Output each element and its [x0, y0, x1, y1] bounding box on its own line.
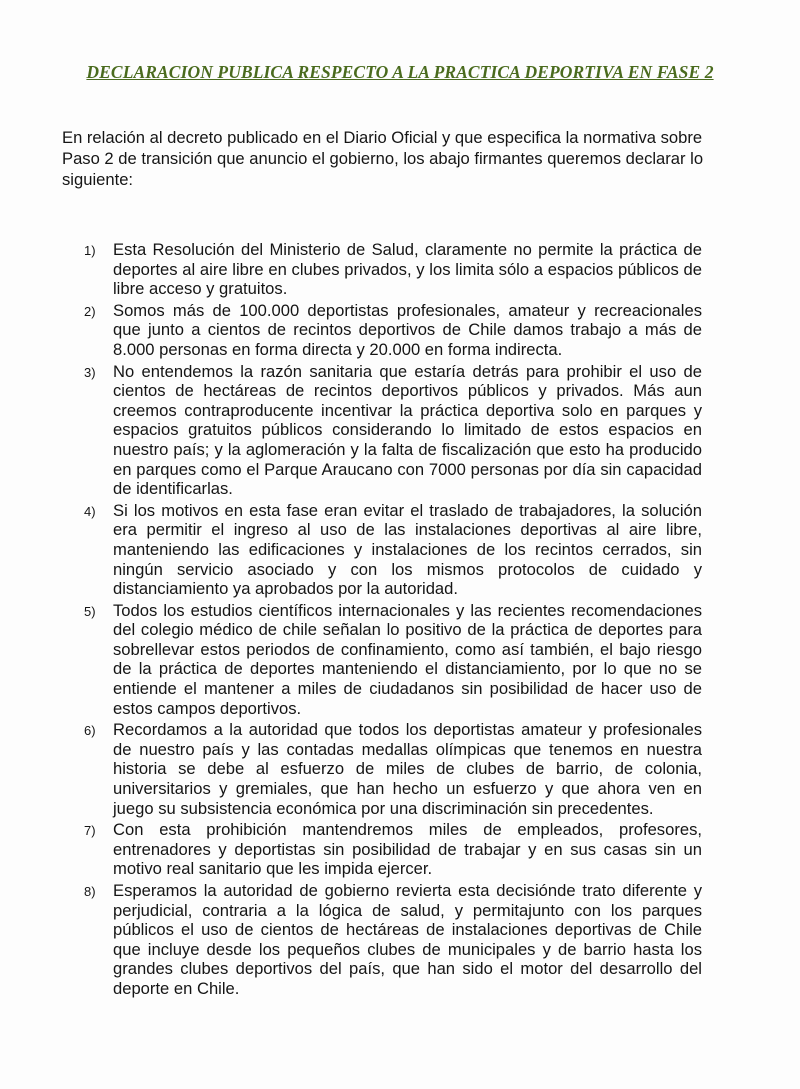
item-text: Esta Resolución del Ministerio de Salud, claramente no permite la práctica de deportes al aire libre en clubes privados, y los limita sólo a espacios públicos de libre acceso y gratuitos.	[113, 240, 702, 299]
list-item	[62, 501, 702, 599]
list-item	[62, 820, 702, 879]
document-title: DECLARACION PUBLICA RESPECTO A LA PRACTICA DEPORTIVA EN FASE 2	[86, 62, 714, 82]
item-text: Esperamos la autoridad de gobierno revierta esta decisiónde trato diferente y perjudicial, contraria a la lógica de salud, y permitajunto con los parques públicos el uso de cientos de hectáreas de instalaciones deportivas de Chile que incluye desde los pequeños clubes de municipales y de barrio hasta los grandes clubes deportivos del país, que han sido el motor del desarrollo del deporte en Chile.	[113, 881, 702, 998]
item-number: 7)	[84, 823, 96, 839]
item-text: Recordamos a la autoridad que todos los deportistas amateur y profesionales de nuestro país y las contadas medallas olímpicas que tenemos en nuestra historia se debe al esfuerzo de miles de clubes de barrio, de colonia, universitarios y gremiales, que han hecho un esfuerzo y que ahora ven en juego su subsistencia económica por una discriminación sin precedentes.	[113, 720, 702, 818]
item-number: 6)	[84, 723, 96, 739]
list-item	[62, 240, 702, 299]
item-text: No entendemos la razón sanitaria que estaría detrás para prohibir el uso de cientos de hectáreas de recintos deportivos públicos y privados. Más aun creemos contraproducente incentivar la práctica deportiva solo en parques y espacios gratuitos públicos considerando lo limitado de estos espacios en nuestro país; y la aglomeración y la falta de fiscalización que esto ha producido en parques como el Parque Araucano con 7000 personas por día sin capacidad de identificarlas.	[113, 361, 702, 499]
item-number: 1)	[84, 243, 96, 258]
list-item	[62, 362, 702, 499]
list-item	[62, 301, 702, 360]
item-number: 3)	[84, 364, 96, 380]
item-number: 8)	[84, 884, 96, 899]
intro-paragraph: En relación al decreto publicado en el Diario Oficial y que especifica la normativa sobre Paso 2 de transición que anuncio el gobierno, los abajo firmantes queremos declarar lo siguiente:	[62, 128, 704, 189]
item-number: 4)	[84, 503, 96, 519]
list-item	[62, 720, 702, 818]
item-text: Todos los estudios científicos internacionales y las recientes recomendaciones del colegio médico de chile señalan lo positivo de la práctica de deportes para sobrellevar estos periodos de confinamiento, como así también, el bajo riesgo de la práctica de deportes manteniendo el distanciamiento, por lo que no se entiende el mantener a miles de ciudadanos sin posibilidad de hacer uso de estos campos deportivos.	[113, 600, 702, 718]
item-text: Con esta prohibición mantendremos miles de empleados, profesores, entrenadores y deportistas sin posibilidad de trabajar y en sus casas sin un motivo real sanitario que les impida ejercer.	[113, 820, 702, 879]
item-number: 5)	[84, 603, 96, 619]
declaration-list	[62, 240, 702, 1001]
list-item	[62, 601, 702, 719]
item-text: Somos más de 100.000 deportistas profesionales, amateur y recreacionales que junto a cientos de recintos deportivos de Chile damos trabajo a más de 8.000 personas en forma directa y 20.000 en forma indirecta.	[113, 300, 702, 359]
item-number: 2)	[84, 303, 96, 319]
list-item	[62, 881, 702, 999]
item-text: Si los motivos en esta fase eran evitar el traslado de trabajadores, la solución era permitir el ingreso al uso de las instalaciones deportivas al aire libre, manteniendo las edificaciones y instalaciones de los recintos cerrados, sin ningún servicio asociado y con los mismos protocolos de cuidado y distanciamiento ya aprobados por la autoridad.	[113, 500, 702, 599]
